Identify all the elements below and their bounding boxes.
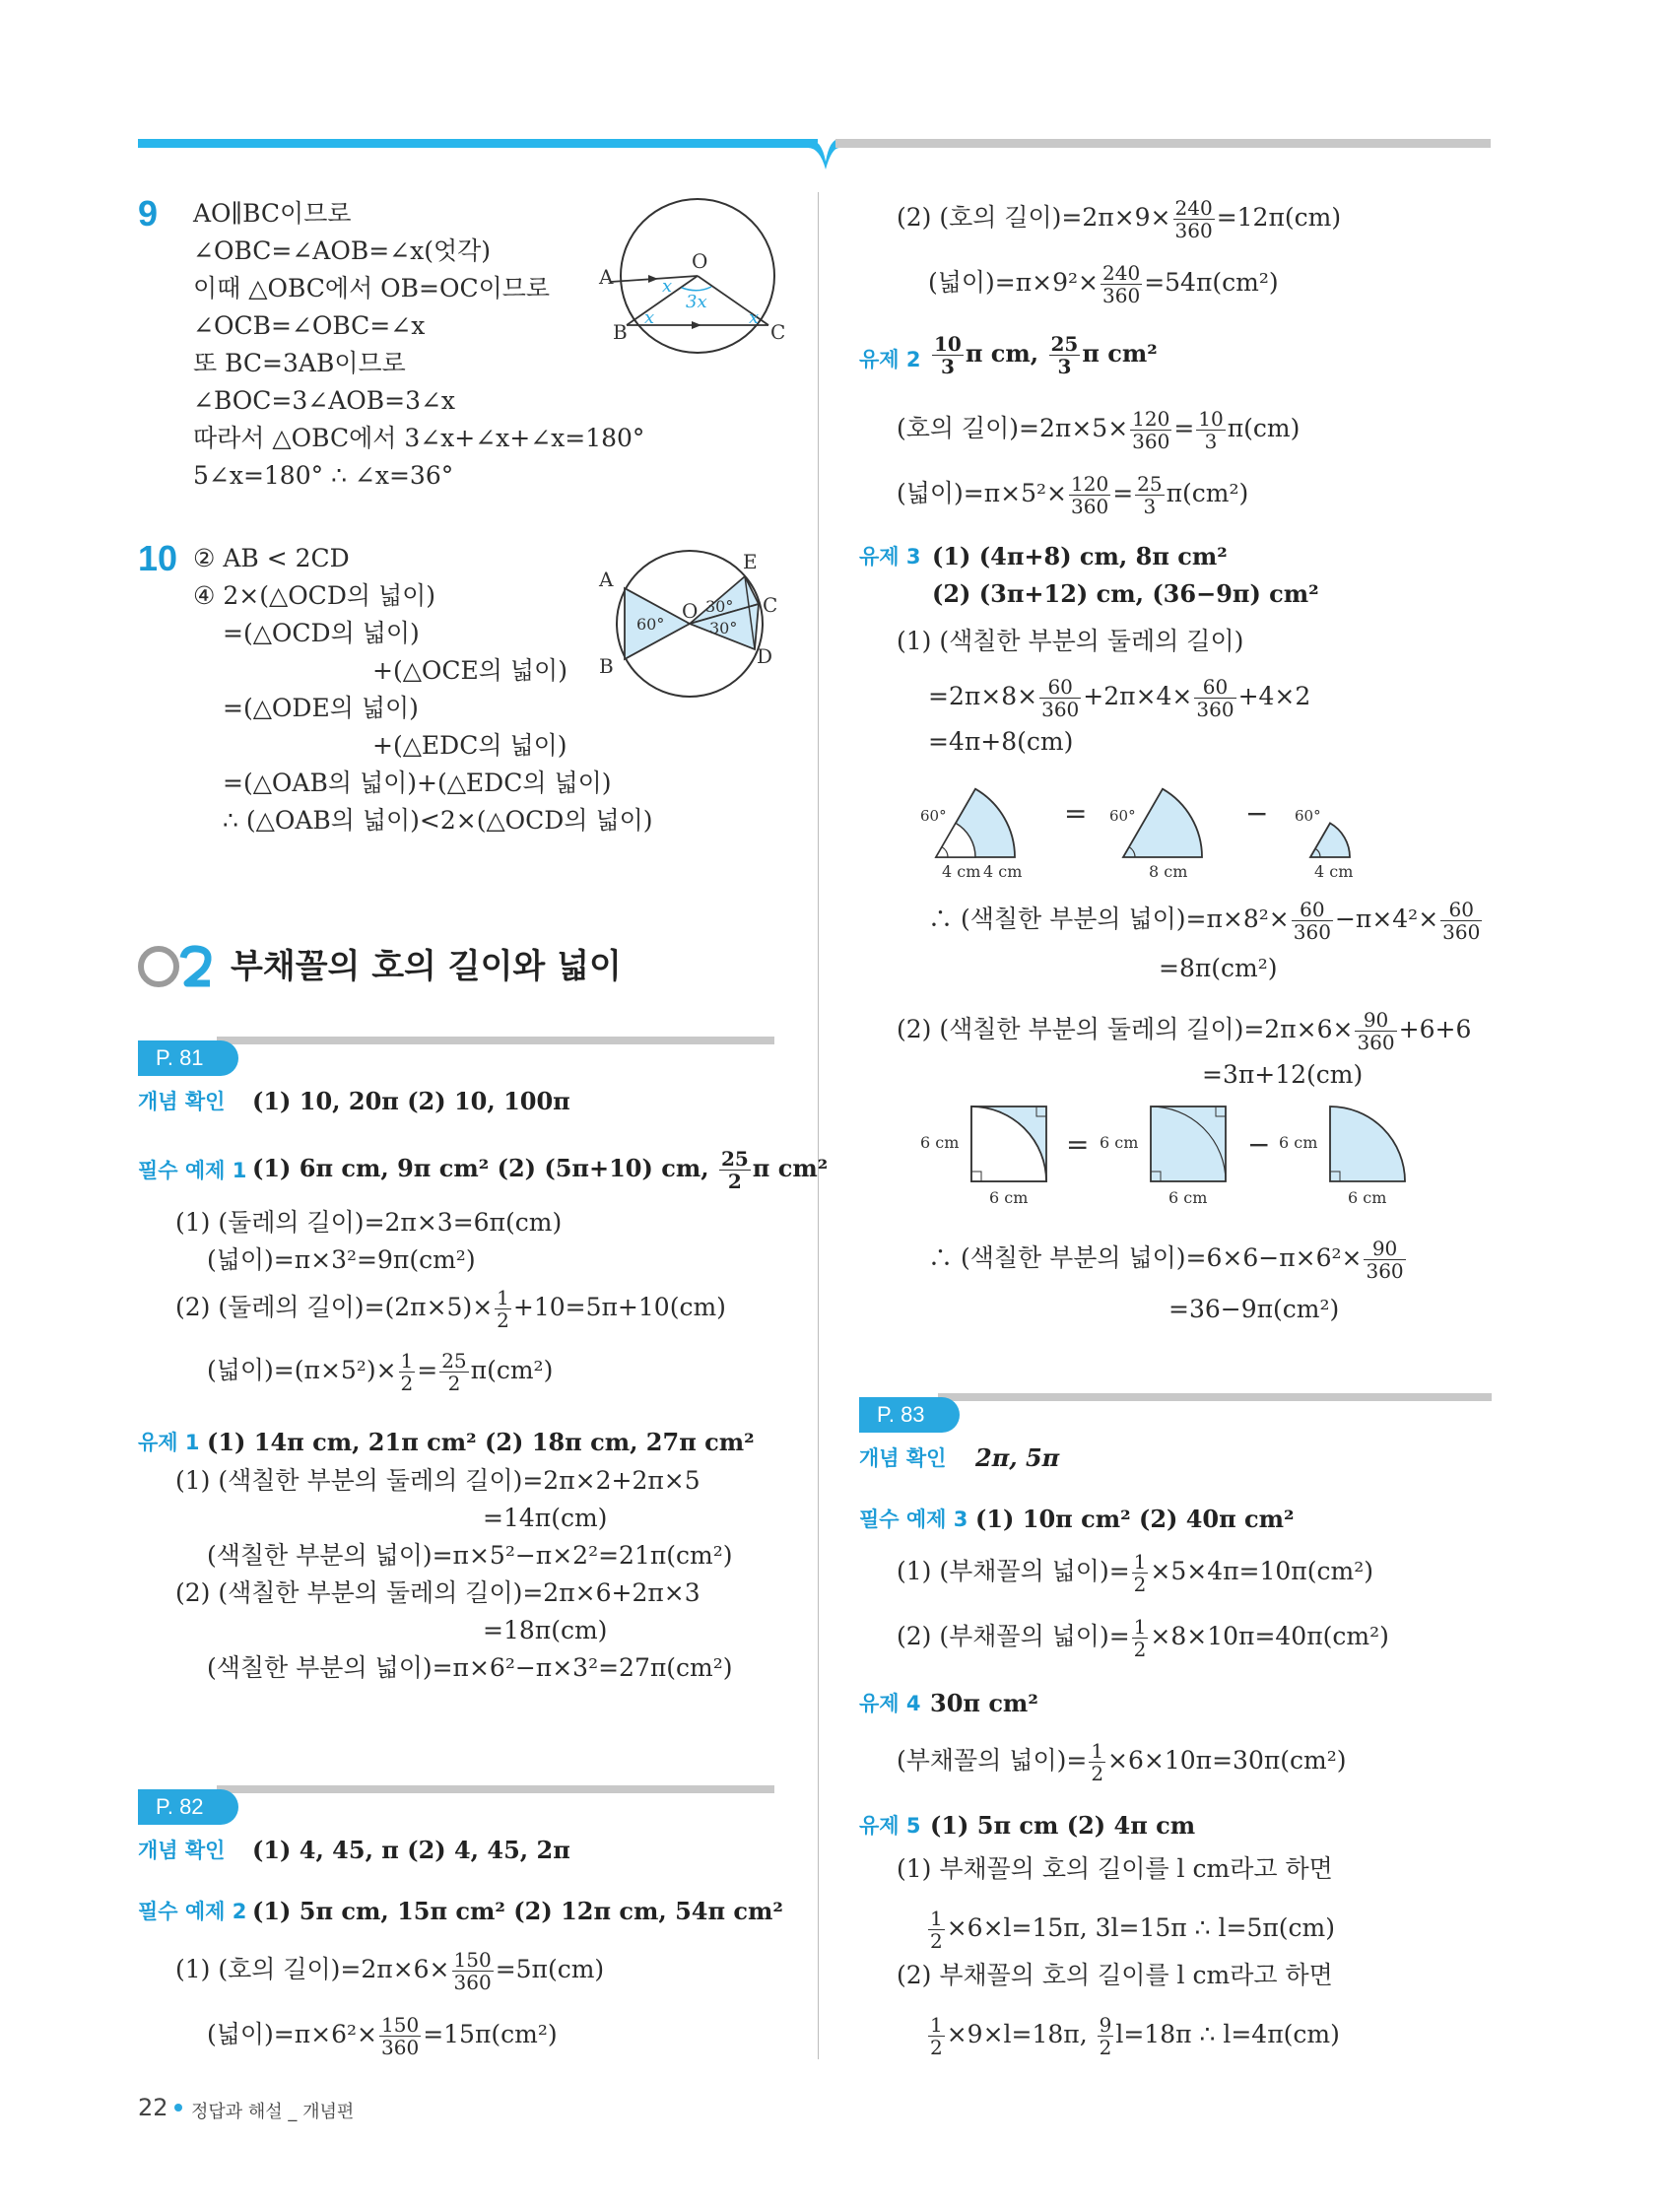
column-divider [818,192,819,2059]
exercise2-answer: $\frac{10}{3}$ π cm, $\frac{25}{3}$ π cm² [934,332,1158,378]
exercise3-line: ∴ (색칠한 부분의 넓이)=6×6−π×6²× $\frac{90}{360}$ [928,1237,1404,1283]
fig2-equals: = [1066,1128,1090,1161]
exercise1-line: (1) (색칠한 부분의 둘레의 길이)=2π×2+2π×5 [175,1466,701,1495]
fig1-length: 8 cm [1149,862,1188,881]
q9-label-B: B [613,320,628,344]
q9-label-A: A [599,265,614,289]
exercise2-line: (넓이)=π×5²× $\frac{120}{360}$ = $\frac{25}{3}$ π(cm²) [897,472,1249,518]
footer-text: 정답과 해설 _ 개념편 [191,2102,355,2122]
q10-label-A: A [599,568,614,591]
example1-answer: (1) 6π cm, 9π cm² (2) (5π+10) cm, $\frac{25}{2}$ π cm² [252,1147,829,1193]
q9-line: 따라서 △OBC에서 3∠x+∠x+∠x=180° [193,424,645,452]
q10-line: =(△OAB의 넓이)+(△EDC의 넓이) [223,769,612,797]
example2-line: (2) (호의 길이)=2π×9× $\frac{240}{360}$ =12π(cm) [897,196,1342,242]
exercise5-answer: (1) 5π cm (2) 4π cm [930,1811,1196,1840]
example1-label: 필수 예제 1 [138,1159,247,1182]
exercise1-line: =18π(cm) [483,1616,608,1644]
header-bar-blue [138,139,818,148]
exercise5-line: (1) 부채꼴의 호의 길이를 l cm라고 하면 [897,1854,1333,1883]
fig2-side: 6 cm [1279,1133,1318,1152]
page-marker-p81: P. 81 [138,1040,238,1076]
fig2-side: 6 cm [1100,1133,1139,1152]
section-title: 부채꼴의 호의 길이와 넓이 [231,947,622,986]
fig2-side: 6 cm [1168,1188,1208,1207]
exercise3-line: =8π(cm²) [1159,954,1278,982]
exercise3-answer-1: (1) (4π+8) cm, 8π cm² [932,542,1228,570]
q9-circle-figure [591,197,788,355]
example2-line: (넓이)=π×6²× $\frac{150}{360}$ =15π(cm²) [207,2013,558,2059]
example1-line: (2) (둘레의 길이)=(2π×5)× $\frac{1}{2}$ +10=5π+10(cm) [175,1286,726,1332]
fig1-angle: 60° [1295,807,1321,825]
exercise3-line: =36−9π(cm²) [1168,1295,1340,1323]
fig2-minus: − [1247,1128,1271,1161]
exercise1-line: =14π(cm) [483,1504,608,1532]
q10-line: =(△OCD의 넓이) [223,619,420,647]
example1-line: (넓이)=π×3²=9π(cm²) [207,1245,476,1274]
q9-line: 5∠x=180° ∴ ∠x=36° [193,461,454,490]
q9-angle-x: x [749,307,760,328]
concept-check-answer: 2π, 5π [975,1443,1060,1472]
page-marker-line [938,1393,1492,1401]
section-number-badge [138,944,215,989]
fig1-equals: = [1064,797,1088,830]
example1-line: (넓이)=(π×5²)× $\frac{1}{2}$ = $\frac{25}{2}$ π(cm²) [207,1349,554,1395]
example1-line: (1) (둘레의 길이)=2π×3=6π(cm) [175,1208,563,1237]
q10-circle-figure [591,547,788,714]
exercise1-line: (2) (색칠한 부분의 둘레의 길이)=2π×6+2π×3 [175,1578,701,1607]
exercise5-label: 유제 5 [859,1814,921,1838]
q10-line: =(△ODE의 넓이) [223,694,419,722]
exercise3-line: =2π×8× $\frac{60}{360}$ +2π×4× $\frac{60}{360}$ +4×2 [928,675,1311,721]
q9-angle-x: x [644,307,655,328]
q9-line: AO∥BC이므로 [193,199,352,228]
q10-label-D: D [757,644,773,668]
q9-number: 9 [138,193,159,234]
fig1-minus: − [1245,797,1269,830]
exercise3-line: =4π+8(cm) [928,727,1074,756]
q9-line: ∠OBC=∠AOB=∠x(엇각) [193,236,492,265]
fig1-length: 4 cm [983,862,1023,881]
q10-label-B: B [599,654,614,678]
q10-label-E: E [743,550,758,573]
square-diagram-2 [916,1099,1468,1207]
exercise2-label: 유제 2 [859,348,921,371]
fig2-side: 6 cm [989,1188,1029,1207]
q9-label-O: O [692,249,708,273]
concept-check-label: 개념 확인 [138,1090,226,1113]
concept-check-label: 개념 확인 [138,1839,226,1862]
exercise5-line: $\frac{1}{2}$ ×9×l=18π, $\frac{9}{2}$ l=18π ∴ l=4π(cm) [930,2013,1340,2059]
fig2-side: 6 cm [920,1133,960,1152]
sector-diagram-1 [916,764,1488,882]
q10-label-C: C [763,593,778,617]
page-marker-p82: P. 82 [138,1789,238,1825]
q10-label-O: O [682,599,699,623]
q9-line: 또 BC=3AB이므로 [193,349,406,377]
example2-answer: (1) 5π cm, 15π cm² (2) 12π cm, 54π cm² [252,1897,783,1925]
q10-line: +(△EDC의 넓이) [372,731,567,760]
page-marker-line [217,1037,774,1044]
concept-check-label: 개념 확인 [859,1446,947,1470]
page-marker-p83: P. 83 [859,1397,960,1433]
q9-line: ∠BOC=3∠AOB=3∠x [193,386,456,415]
concept-check-answer: (1) 4, 45, π (2) 4, 45, 2π [252,1836,570,1864]
example3-line: (1) (부채꼴의 넓이)= $\frac{1}{2}$ ×5×4π=10π(cm²) [897,1550,1373,1596]
page-marker-line [217,1785,774,1793]
exercise3-line: (2) (색칠한 부분의 둘레의 길이)=2π×6× $\frac{90}{360}$ +6+6 [897,1008,1472,1054]
header-bar-gray [835,139,1491,148]
exercise3-label: 유제 3 [859,545,921,569]
fig2-side: 6 cm [1348,1188,1387,1207]
q9-angle-3x: 3x [686,292,707,312]
fig1-angle: 60° [920,807,947,825]
example2-line: (넓이)=π×9²× $\frac{240}{360}$ =54π(cm²) [928,261,1279,307]
q10-line: +(△OCE의 넓이) [372,656,567,685]
q9-angle-x: x [662,276,673,297]
exercise5-line: (2) 부채꼴의 호의 길이를 l cm라고 하면 [897,1961,1333,1989]
q10-line: ∴ (△OAB의 넓이)<2×(△OCD의 넓이) [223,806,653,835]
exercise3-line: (1) (색칠한 부분의 둘레의 길이) [897,627,1244,655]
footer-dot [174,2104,182,2111]
q10-angle-30: 30° [705,597,734,616]
concept-check-answer: (1) 10, 20π (2) 10, 100π [252,1087,570,1115]
exercise1-answer: (1) 14π cm, 21π cm² (2) 18π cm, 27π cm² [207,1428,755,1456]
q9-line: ∠OCB=∠OBC=∠x [193,311,426,340]
example2-label: 필수 예제 2 [138,1900,247,1923]
example3-line: (2) (부채꼴의 넓이)= $\frac{1}{2}$ ×8×10π=40π(cm²) [897,1615,1389,1661]
exercise2-line: (호의 길이)=2π×5× $\frac{120}{360}$ = $\frac{10}{3}$ π(cm) [897,407,1301,453]
q9-line: 이때 △OBC에서 OB=OC이므로 [193,274,551,302]
exercise5-line: $\frac{1}{2}$ ×6×l=15π, 3l=15π ∴ l=5π(cm) [930,1907,1335,1953]
exercise3-line: =3π+12(cm) [1202,1060,1364,1089]
q9-label-C: C [770,320,786,344]
fig1-angle: 60° [1109,807,1136,825]
q10-number: 10 [138,538,178,578]
exercise1-label: 유제 1 [138,1431,200,1454]
q10-line: ② AB < 2CD [193,544,350,572]
exercise3-line: ∴ (색칠한 부분의 넓이)=π×8²× $\frac{60}{360}$ −π×4²× $\frac{60}{360}$ [928,898,1481,944]
fig1-length: 4 cm [1314,862,1354,881]
footer-page-number: 22 [138,2094,168,2121]
exercise3-answer-2: (2) (3π+12) cm, (36−9π) cm² [932,579,1319,608]
example3-answer: (1) 10π cm² (2) 40π cm² [975,1505,1295,1533]
q10-line: ④ 2×(△OCD의 넓이) [193,581,436,610]
example3-label: 필수 예제 3 [859,1508,968,1531]
exercise4-label: 유제 4 [859,1692,921,1715]
fig1-length: 4 cm [942,862,981,881]
exercise1-line: (색칠한 부분의 넓이)=π×6²−π×3²=27π(cm²) [207,1653,733,1682]
exercise4-line: (부채꼴의 넓이)= $\frac{1}{2}$ ×6×10π=30π(cm²) [897,1739,1347,1785]
exercise4-answer: 30π cm² [930,1689,1038,1717]
q10-angle-30: 30° [709,619,738,637]
exercise1-line: (색칠한 부분의 넓이)=π×5²−π×2²=21π(cm²) [207,1541,733,1570]
q10-angle-60: 60° [636,615,665,634]
example2-line: (1) (호의 길이)=2π×6× $\frac{150}{360}$ =5π(cm) [175,1948,605,1994]
